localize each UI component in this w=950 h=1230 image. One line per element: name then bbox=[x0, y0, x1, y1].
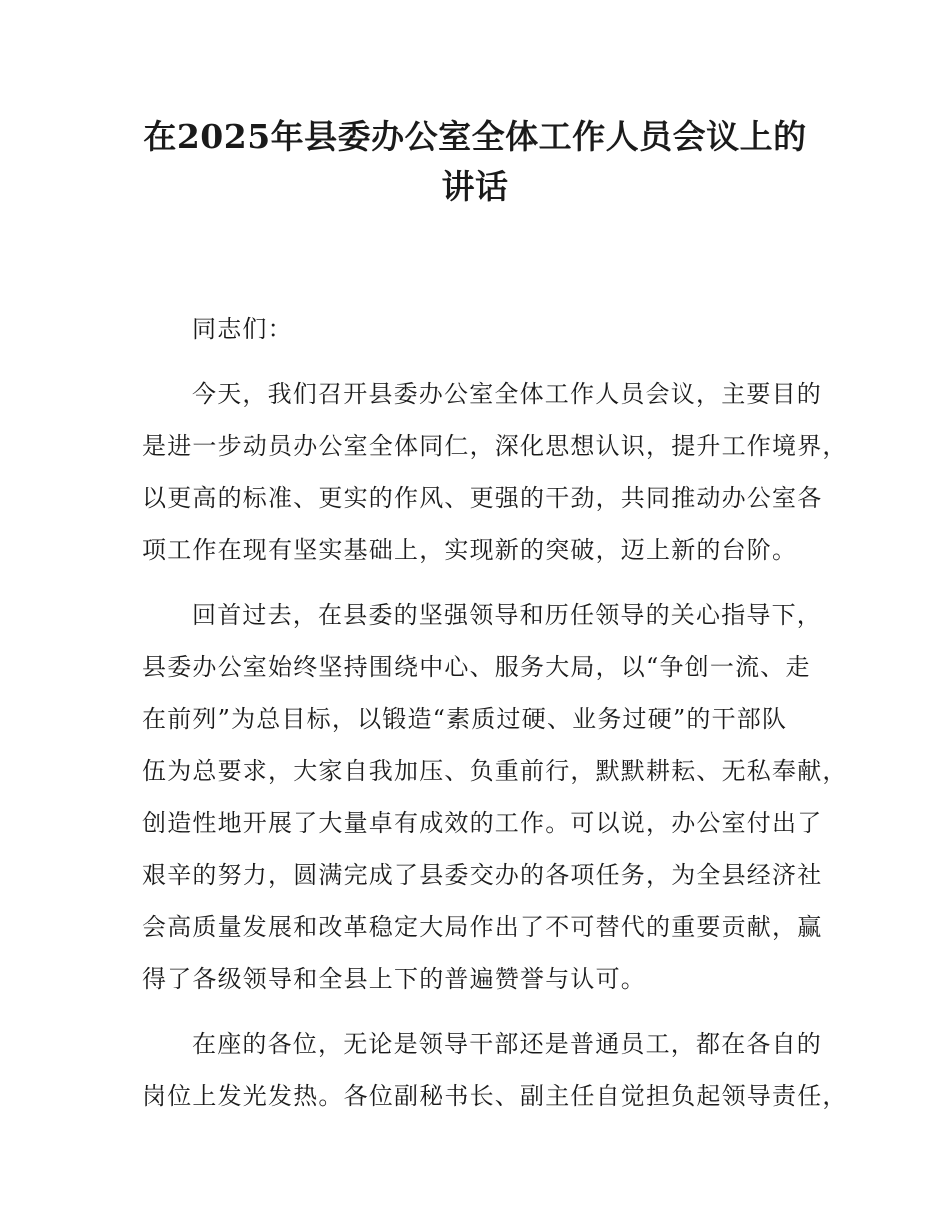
text-line: 在座的各位，无论是领导干部还是普通员工，都在各自的 bbox=[192, 1030, 822, 1058]
body-paragraph bbox=[142, 1018, 848, 1122]
text-line: 项工作在现有坚实基础上，实现新的突破，迈上新的台阶。 bbox=[142, 536, 798, 564]
text-line: 会高质量发展和改革稳定大局作出了不可替代的重要贡献，赢 bbox=[142, 913, 823, 941]
text-line: 岗位上发光发热。各位副秘书长、副主任自觉担负起领导责任， bbox=[142, 1082, 848, 1110]
text-line: 今天，我们召开县委办公室全体工作人员会议，主要目的 bbox=[192, 380, 822, 408]
text-line: 以更高的标准、更实的作风、更强的干劲，共同推动办公室各 bbox=[142, 484, 823, 512]
text-line: 县委办公室始终坚持围绕中心、服务大局，以“争创一流、走 bbox=[142, 653, 811, 681]
title-line: 讲话 bbox=[441, 167, 509, 206]
body-paragraph bbox=[142, 589, 848, 1005]
document-body bbox=[142, 303, 848, 1135]
text-line: 是进一步动员办公室全体同仁，深化思想认识，提升工作境界， bbox=[142, 432, 848, 460]
body-paragraph bbox=[142, 368, 848, 576]
text-line: 回首过去，在县委的坚强领导和历任领导的关心指导下， bbox=[192, 601, 822, 629]
title-line: 在2025年县委办公室全体工作人员会议上的 bbox=[143, 117, 807, 156]
text-line: 创造性地开展了大量卓有成效的工作。可以说，办公室付出了 bbox=[142, 809, 823, 837]
salutation-paragraph bbox=[142, 303, 812, 355]
text-line: 艰辛的努力，圆满完成了县委交办的各项任务，为全县经济社 bbox=[142, 861, 823, 889]
text-line: 在前列”为总目标，以锻造“素质过硬、业务过硬”的干部队 bbox=[142, 705, 788, 733]
text-line: 伍为总要求，大家自我加压、负重前行，默默耕耘、无私奉献， bbox=[142, 757, 848, 785]
text-line: 得了各级领导和全县上下的普遍赞誉与认可。 bbox=[142, 965, 646, 993]
text-line: 同志们： bbox=[192, 315, 293, 343]
document-title bbox=[130, 112, 820, 212]
